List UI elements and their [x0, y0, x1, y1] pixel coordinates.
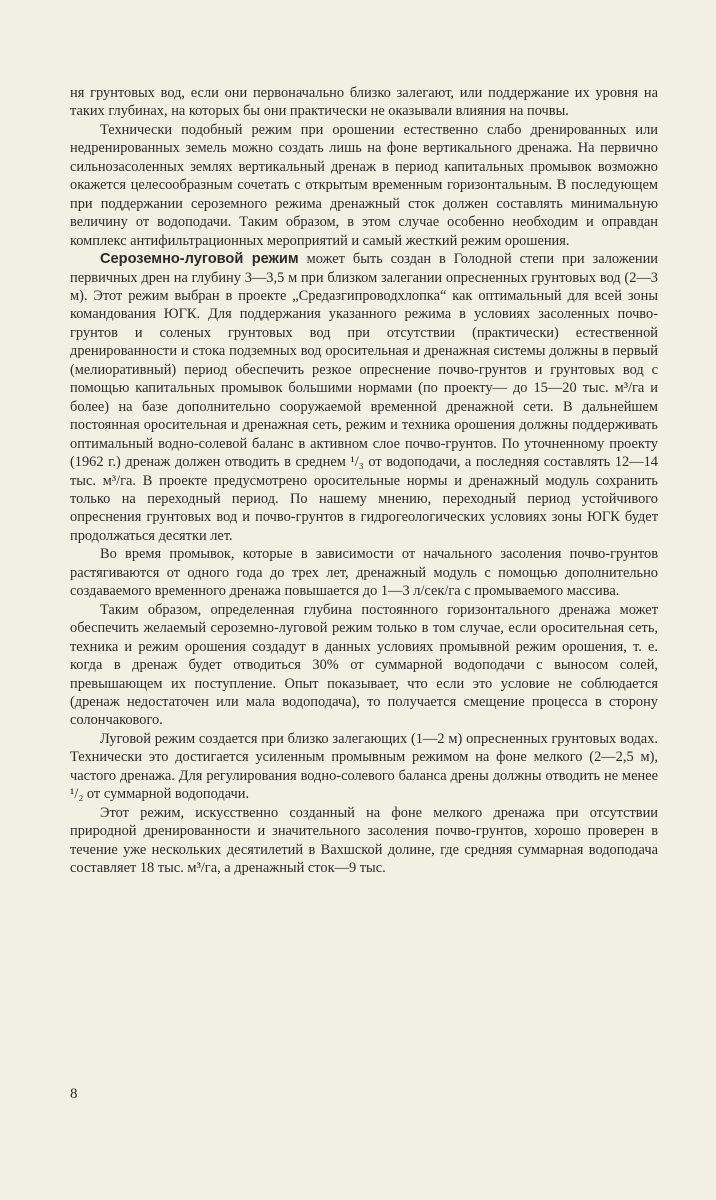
paragraph-text: Технически подобный режим при орошении естественно слабо дренированных или недренированных земель можно создать лишь на фоне вертикального дренажа. На первично сильнозасоленных землях вертикальный дренаж в период капитальных промывок возможно окажется целесообразным сочетать с открытым временным горизонтальным. В последующем при поддержании сероземного режима дренажный сток должен составлять минимальную величину от водоподачи. Таким образом, в этом случае особенно необходим и оправдан комплекс антифильтрационных мероприятий и самый жесткий режим орошения.	[70, 121, 658, 249]
paragraph-text: Этот режим, искусственно созданный на фоне мелкого дренажа при отсутствии природной дренированности и значительного засоления почво-грунтов, хорошо проверен в течение уже нескольких десятилетий в Вахшской долине, где средняя суммарная водоподача составляет 18 тыс. м³/га, а дренажный сток—9 тыс.	[70, 804, 658, 877]
page-number: 8	[70, 1086, 78, 1102]
paragraph-text: ня грунтовых вод, если они первоначально близко залегают, или поддержание их уровня на таких глубинах, на которых бы они практически не оказывали влияния на почвы.	[70, 85, 658, 120]
paragraph-leaching	[70, 545, 658, 600]
paragraph-text: может быть создан в Голодной степи при заложении первичных дрен на глубину 3—3,5 м при близком залегании опресненных грунтовых вод (2—3 м). Этот режим выбран в проекте „Средазгипроводхлопка“ как оптимальный для всей зоны командования ЮГК. Для поддержания указанного режима в условиях засоленных почво-грунтов и соленых грунтовых вод при отсутствии (практически) естественной дренированности и стока подземных вод оросительная и дренажная системы должны в первый (мелиоративный) период обеспечить резкое опреснение почво-грунтов и грунтовых вод с помощью капитальных промывок большими нормами (по проекту— до 15—20 тыс. м³/га и более) на базе дополнительно сооружаемой временной дренажной сети. В дальнейшем постоянная оросительная и дренажная сеть, режим и техника орошения должны поддерживать оптимальный водно-солевой баланс в активном слое почво-грунтов. По уточненному проекту (1962 г.) дренаж должен отводить в среднем ¹/₃ от водоподачи, а последняя составлять 12—14 тыс. м³/га. В проекте предусмотрено оросительные нормы и дренажный модуль сохранить только на переходный период. По нашему мнению, переходный период устойчивого опреснения грунтовых вод и почво-грунтов в гидрогеологических условиях зоны ЮГК будет продолжаться десятки лет.	[70, 251, 658, 544]
paragraph-vertical-drainage	[70, 121, 658, 250]
paragraph-vakhsh-valley	[70, 804, 658, 878]
paragraph-continuation	[70, 84, 658, 121]
paragraph-lead-heading: Сероземно-луговой режим	[100, 251, 299, 268]
paragraph-text: Во время промывок, которые в зависимости от начального засоления почво-грунтов растягиваются от одного года до трех лет, дренажный модуль с помощью дополнительно создаваемого временного дренажа повышается до 1—3 л/сек/га с промываемого массива.	[70, 546, 658, 600]
paragraph-meadow-regime	[70, 730, 658, 804]
paragraph-text: Таким образом, определенная глубина постоянного горизонтального дренажа может обеспечить желаемый сероземно-луговой режим только в том случае, если оросительная сеть, техника и режим орошения создадут в данных условиях промывной режим орошения, т. е. когда в дренаж будет отводиться 30% от суммарной водоподачи с выносом солей, превышающем их поступление. Опыт показывает, что если это условие не соблюдается (дренаж недостаточен или мала водоподача), то получается смещение процесса в сторону солончакового.	[70, 601, 658, 729]
paragraph-serozem-meadow-regime	[70, 250, 658, 545]
paragraph-text: Луговой режим создается при близко залегающих (1—2 м) опресненных грунтовых водах. Технически это достигается усиленным промывным режимом на фоне мелкого (2—2,5 м), частого дренажа. Для регулирования водно-солевого баланса дрены должны отводить не менее ¹/₂ от суммарной водоподачи.	[70, 730, 658, 803]
paragraph-drainage-depth	[70, 601, 658, 730]
